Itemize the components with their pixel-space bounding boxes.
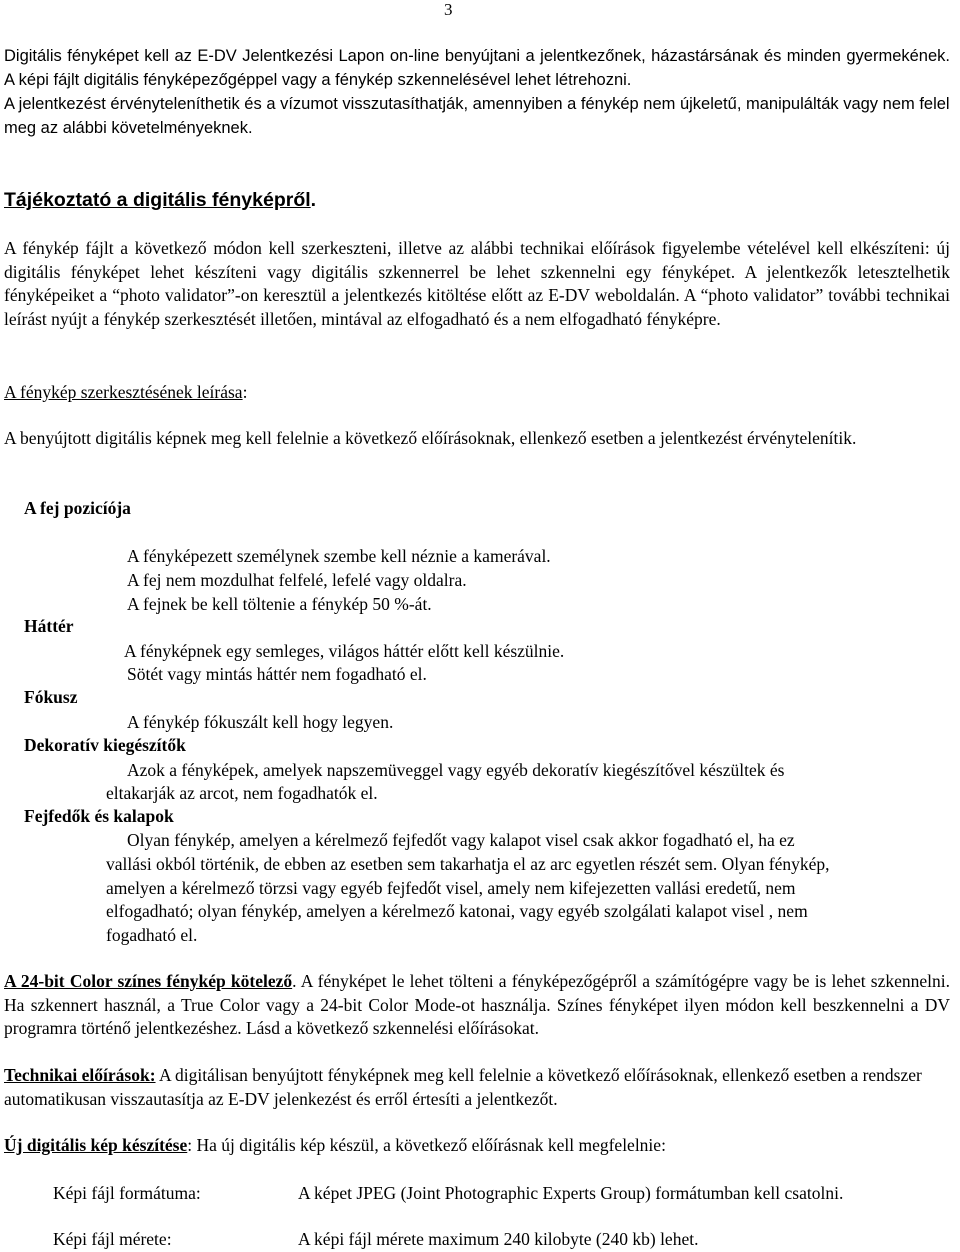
head-rule-3: A fejnek be kell töltenie a fénykép 50 %-át. bbox=[127, 594, 432, 614]
background-rule-1: A fényképnek egy semleges, világos háttér előtt kell készülnie. bbox=[124, 641, 565, 661]
head-position-label: A fej pozicíója bbox=[24, 498, 131, 518]
accessories-label: Dekoratív kiegészítők bbox=[24, 735, 186, 755]
headwear-rule-2: vallási okból történik, de ebben az esetben sem takarhatja el az arc egyetlen részét sem. Olyan fénykép, bbox=[106, 854, 830, 874]
intro-paragraph-2: A jelentkezést érvényteleníthetik és a vízumot visszutasíthatják, amennyiben a fénykép nem újkeletű, manipulálták vagy nem felel meg az alábbi követelményeknek. bbox=[4, 95, 950, 137]
focus-rule-1: A fénykép fókuszált kell hogy legyen. bbox=[127, 712, 394, 732]
editing-paragraph: A benyújtott digitális képnek meg kell felelnie a következő előírásoknak, ellenkező esetben a jelentkezést érvénytelenítik. bbox=[4, 428, 857, 448]
headwear-rule-3: amelyen a kérelmező törzsi vagy egyéb fejfedőt visel, amely nem kifejezetten vallási eredetű, nem bbox=[106, 878, 796, 898]
head-rule-2: A fej nem mozdulhat felfelé, lefelé vagy oldalra. bbox=[127, 570, 467, 590]
color-required-text: A 24-bit Color színes fénykép kötelező bbox=[4, 971, 293, 991]
page-number: 3 bbox=[444, 0, 453, 19]
spec-value-size: A képi fájl mérete maximum 240 kilobyte (240 kb) lehet. bbox=[298, 1229, 699, 1249]
color-paragraph bbox=[4, 970, 950, 1041]
headwear-rule-4: elfogadható; olyan fénykép, amelyen a kérelmező katonai, vagy egyéb szolgálati kalapot visel , nem bbox=[106, 901, 808, 921]
spec-value-format: A képet JPEG (Joint Photographic Experts Group) formátumban kell csatolni. bbox=[298, 1183, 844, 1203]
headwear-rule-5: fogadható el. bbox=[106, 925, 198, 945]
technical-label: Technikai előírások: bbox=[4, 1065, 156, 1085]
heading-editing-colon: : bbox=[242, 382, 248, 402]
background-rule-2: Sötét vagy mintás háttér nem fogadható el. bbox=[127, 664, 427, 684]
color-paragraph-text: . A fényképet le lehet tölteni a fényképezőgépről a számítógépre vagy be is lehet szkennelni. Ha szkennert használ, a True Color vagy a 24-bit Color Mode-ot használja. Színes fényképet ilyen módon kell beszkennelni a DV programra történő jelentkezéshez. Lásd a következő szkennelési előírásokat. bbox=[4, 971, 950, 1038]
headwear-label: Fejfedők és kalapok bbox=[24, 806, 174, 826]
info-paragraph: A fénykép fájlt a következő módon kell szerkeszteni, illetve az alábbi technikai előírások figyelembe vételével kell elkészíteni: új digitális fényképet lehet készíteni vagy digitális szkennerrel be lehet szkennelni egy fényképet. A jelentkezők letesztelhetik fényképeiket a “photo validator”-on keresztül a jelentkezés kitöltése előtt az E-DV weboldalán. A “photo validator” további technikai leírást nyújt a fénykép szerkesztését illetően, mintával az elfogadható és a nem elfogadható fényképre. bbox=[4, 238, 950, 329]
new-image-paragraph-text: : Ha új digitális kép készül, a következő előírásnak kell megfelelnie: bbox=[187, 1135, 666, 1155]
spec-label-format: Képi fájl formátuma: bbox=[53, 1183, 201, 1203]
background-label: Háttér bbox=[24, 616, 74, 636]
intro-paragraph-1: Digitális fényképet kell az E-DV Jelentkezési Lapon on-line benyújtani a jelentkezőnek, házastársának és minden gyermekének. A képi fájlt digitális fényképezőgéppel vagy a fénykép szkennelésével lehet létrehozni. bbox=[4, 47, 950, 89]
focus-label: Fókusz bbox=[24, 687, 78, 707]
spec-label-size: Képi fájl mérete: bbox=[53, 1229, 172, 1249]
head-rule-1: A fényképezett személynek szembe kell néznie a kamerával. bbox=[127, 546, 551, 566]
technical-paragraph bbox=[4, 1064, 950, 1111]
new-image-label: Új digitális kép készítése bbox=[4, 1135, 188, 1155]
headwear-rule-1: Olyan fénykép, amelyen a kérelmező fejfedőt vagy kalapot visel csak akkor fogadható el, ha ez bbox=[127, 830, 795, 850]
accessories-rule-1: Azok a fényképek, amelyek napszemüveggel vagy egyéb dekoratív kiegészítővel készültek és bbox=[127, 760, 785, 780]
heading-editing bbox=[4, 381, 950, 405]
new-image-paragraph bbox=[4, 1134, 950, 1158]
heading-photo-info bbox=[4, 186, 950, 216]
heading-editing-text: A fénykép szerkesztésének leírása bbox=[4, 382, 243, 402]
technical-paragraph-text: A digitálisan benyújtott fényképnek meg kell felelnie a következő előírásoknak, ellenkező esetben a rendszer automatikusan visszautasítja az E-DV jelenkezést és erről értesíti a jelentkezőt. bbox=[4, 1065, 922, 1109]
heading-photo-info-dot: . bbox=[310, 189, 317, 211]
accessories-rule-2: eltakarják az arcot, nem fogadhatók el. bbox=[106, 783, 378, 803]
heading-photo-info-text: Tájékoztató a digitális fényképről bbox=[4, 189, 311, 211]
